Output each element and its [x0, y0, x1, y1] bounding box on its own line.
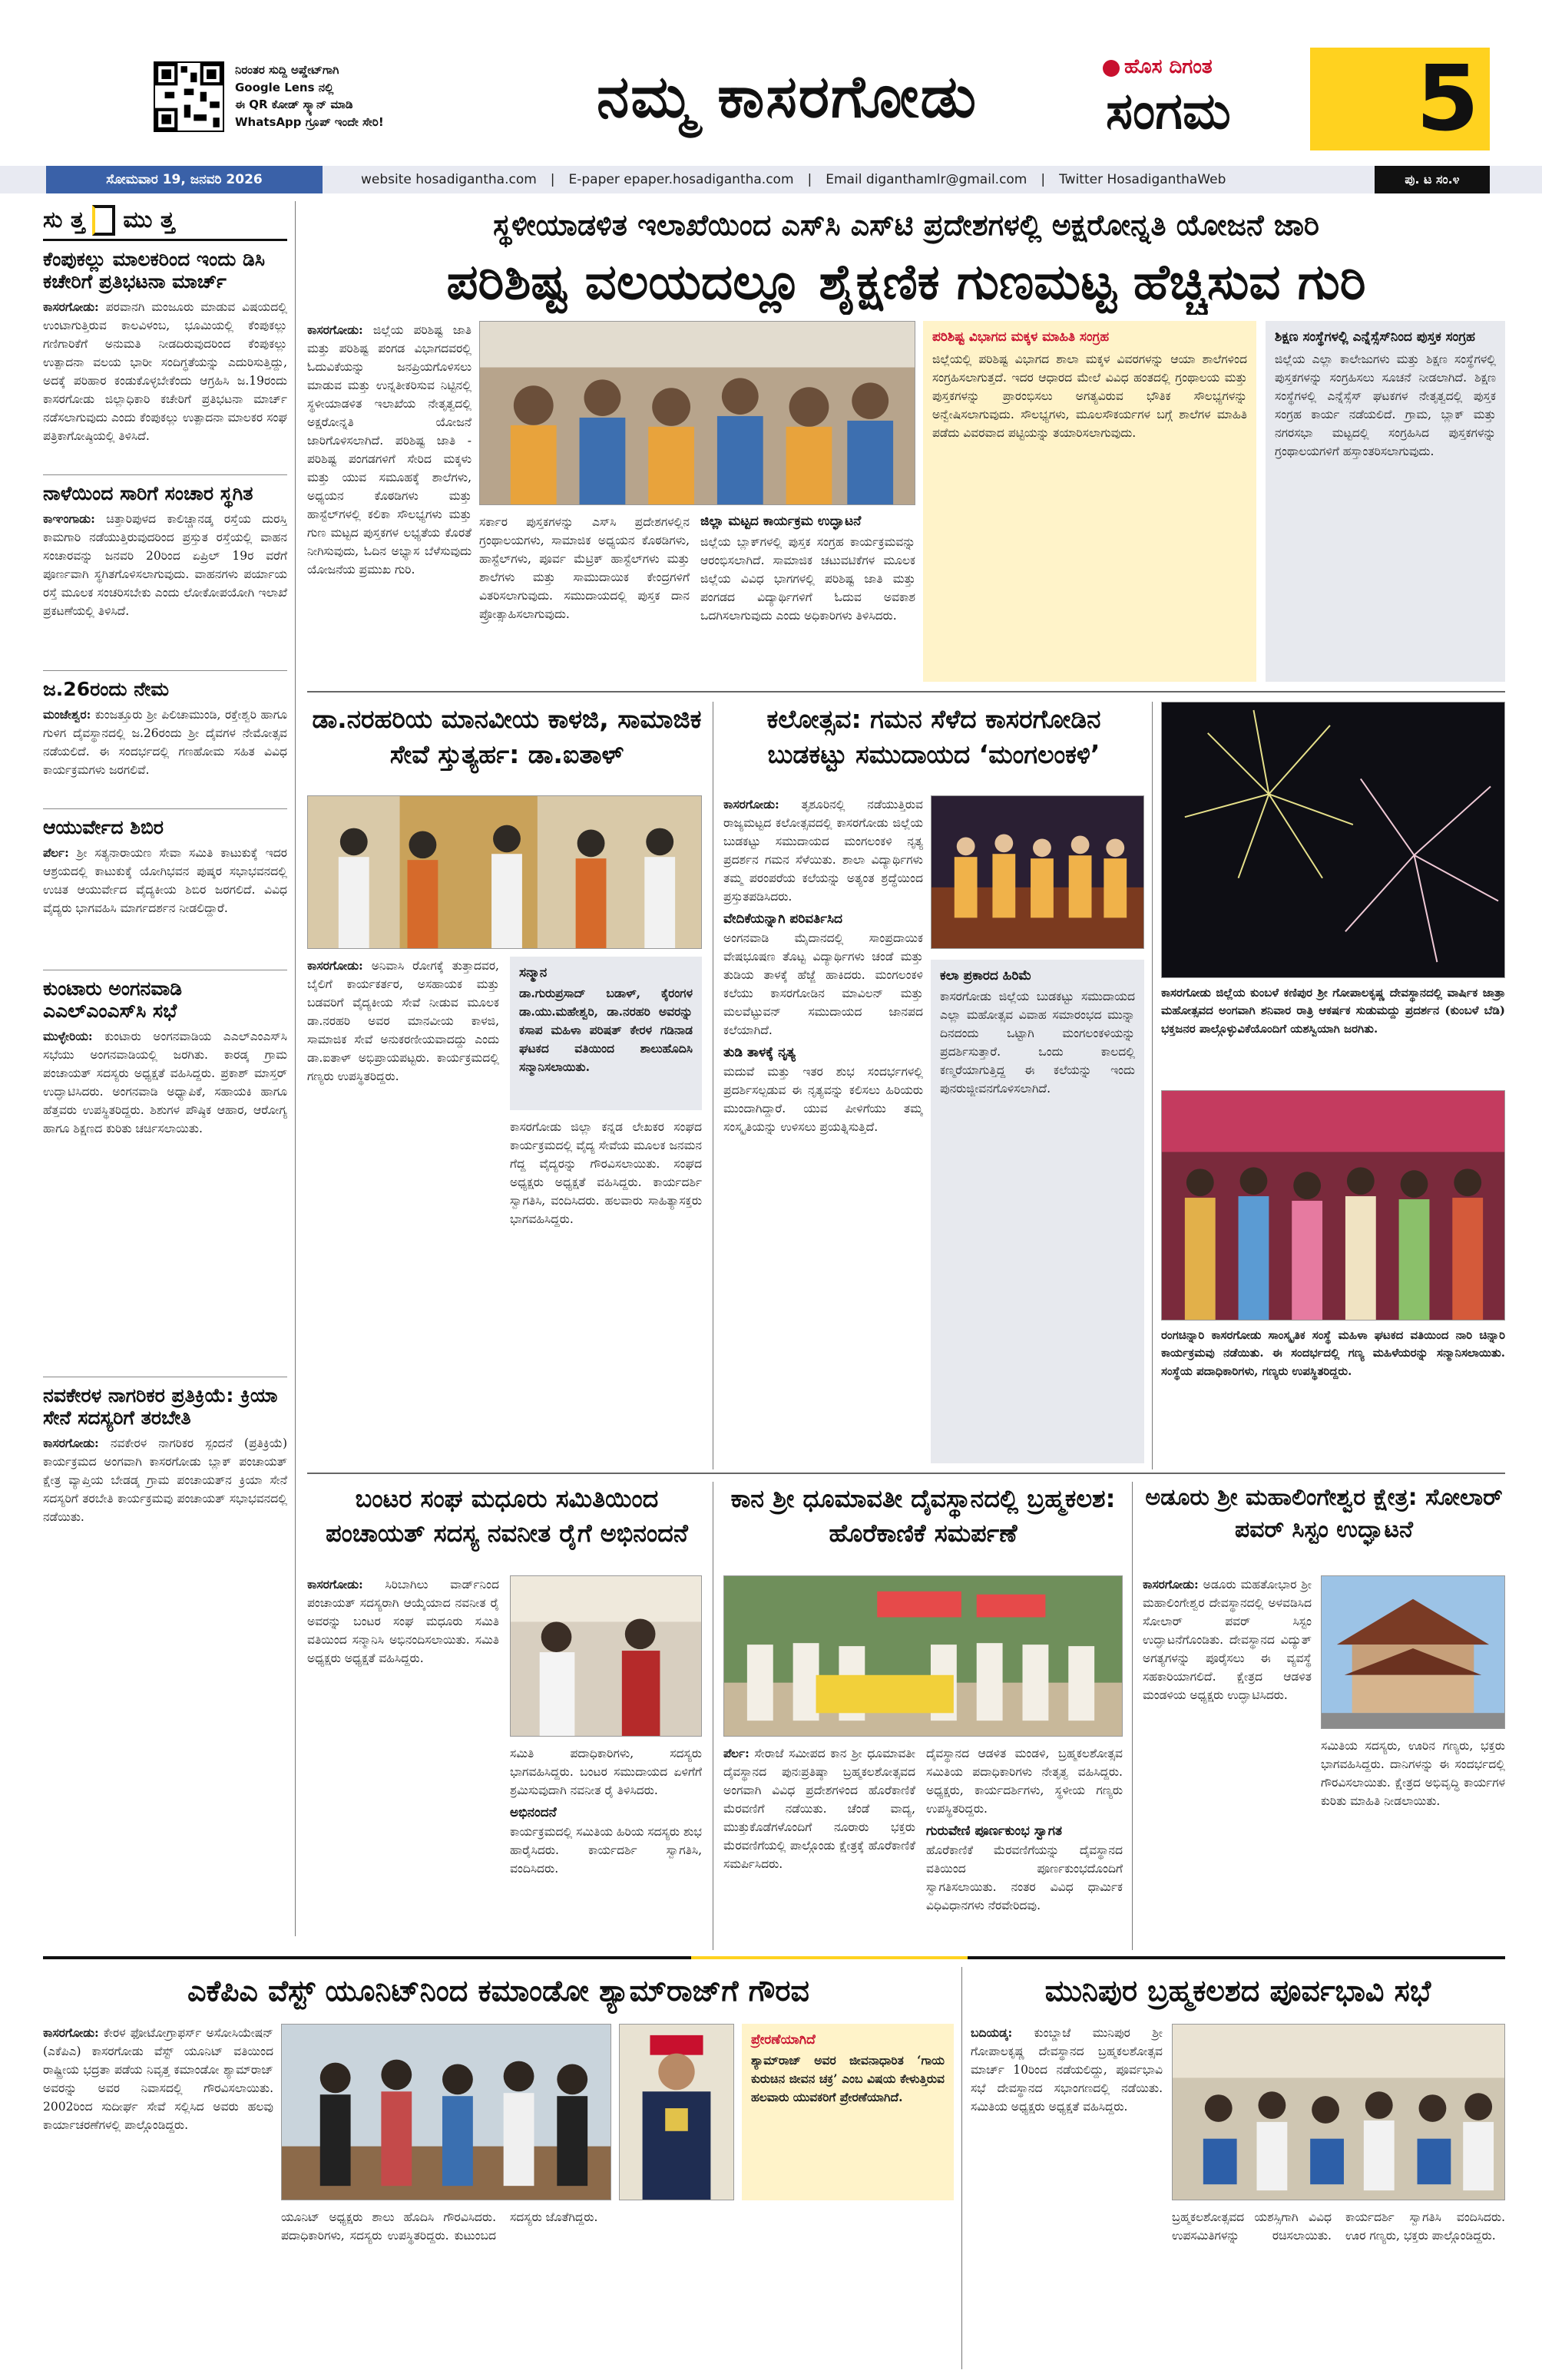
- rule: [1132, 1482, 1133, 1950]
- manipura-headline: ಮುನಿಪುರ ಬ್ರಹ್ಮಕಲಶದ ಪೂರ್ವಭಾವಿ ಸಭೆ: [1044, 1974, 1431, 2008]
- lead-dateline: ಕಾಸರಗೋಡು:: [307, 322, 363, 337]
- ithal-col1: [307, 957, 499, 1471]
- lead-subhead: ಜಿಲ್ಲಾ ಮಟ್ಟದ ಕಾರ್ಯಕ್ರಮ ಉದ್ಘಾಟನೆ: [700, 514, 862, 529]
- shyamraj-headline: ಎಕೆಪಿಎ ವೆಸ್ಟ್ ಯೂನಿಟ್‌ನಿಂದ ಕಮಾಂಡೋ ಶ್ಯಾಮ್‌ರಾಜ್‌ಗೆ ಗೌರವ: [187, 1974, 809, 2008]
- epaper-link[interactable]: E-paper epaper.hosadigantha.com: [568, 172, 794, 187]
- brief-body: ಪರವಾನಗಿ ಮಂಜೂರು ಮಾಡುವ ವಿಷಯದಲ್ಲಿ ಉಂಟಾಗುತ್ತಿರುವ ಕಾಲವಿಳಂಬ, ಭೂಮಿಯಲ್ಲಿ ಕೆಂಪುಕಲ್ಲು ಗಣಿಗಾರಿಕೆಗೆ ಅನುಮತಿ ನೀಡದಿರುವುದರಿಂದ ಕೆಂಪುಕಲ್ಲು ಉತ್ಪಾದನಾ ವಲಯ ಭಾರೀ ಸಂದಿಗ್ಧತೆಯನ್ನು ಎದುರಿಸುತ್ತಿದ್ದು, ಅದಕ್ಕೆ ಪರಿಹಾರ ಕಂಡುಕೊಳ್ಳಬೇಕೆಂದು ಆಗ್ರಹಿಸಿ ಜ.19ರಂದು ಕಾಸರಗೋಡು ಜಿಲ್ಲಾಧಿಕಾರಿ ಕಚೇರಿಗೆ ಪ್ರತಿಭಟನಾ ಮಾರ್ಚ್ ನಡೆಸಲಾಗುವುದು ಎಂದು ಕೆಂಪುಕಲ್ಲು ಉತ್ಪಾದನಾ ಮಾಲಕರ ಸಂಘ ಪತ್ರಿಕಾಗೋಷ್ಠಿಯಲ್ಲಿ ತಿಳಿಸಿದೆ.: [43, 299, 287, 443]
- kalotsava-dateline: ಕಾಸರಗೋಡು:: [723, 797, 779, 812]
- manipura-body: ಕುಂಬ್ಡಾಜೆ ಮುನಿಪುರ ಶ್ರೀ ಗೋಪಾಲಕೃಷ್ಣ ದೇವಸ್ಥಾನದ ಬ್ರಹ್ಮಕಲಶೋತ್ಸವ ಮಾರ್ಚ್ 10ರಿಂದ ನಡೆಯಲಿದ್ದು, ಪೂರ್ವಭಾವಿ ಸಭೆ ದೇವಸ್ಥಾನದ ಸಭಾಂಗಣದಲ್ಲಿ ನಡೆಯಿತು. ಸಮಿತಿಯ ಅಧ್ಯಕ್ಷರು ಅಧ್ಯಕ್ಷತೆ ವಹಿಸಿದ್ದರು.: [971, 2026, 1163, 2114]
- lead-col3: [700, 513, 915, 682]
- brief-item: [43, 817, 287, 970]
- caption-text: ರಂಗಚಿನ್ನಾರಿ ಕಾಸರಗೋಡು ಸಾಂಸ್ಕೃತಿಕ ಸಂಸ್ಥೆ ಮಹಿಳಾ ಘಟಕದ ವತಿಯಿಂದ ನಾರಿ ಚಿನ್ನಾರಿ ಕಾರ್ಯಕ್ರಮವು ನಡೆಯಿತು. ಈ ಸಂದರ್ಭದಲ್ಲಿ ಗಣ್ಯ ಮಹಿಳೆಯರನ್ನು ಸನ್ಮಾನಿಸಲಾಯಿತು. ಸಂಸ್ಥೆಯ ಪದಾಧಿಕಾರಿಗಳು, ಗಣ್ಯರು ಉಪಸ್ಥಿತರಿದ್ದರು.: [1161, 1328, 1505, 1378]
- shyamraj-photo-2: [619, 2024, 734, 2200]
- box-title: ಶಿಕ್ಷಣ ಸಂಸ್ಥೆಗಳಲ್ಲಿ ಎನ್ನೆಸ್ಸೆಸ್‌ನಿಂದ ಪುಸ್ತಕ ಸಂಗ್ರಹ: [1275, 329, 1475, 345]
- masthead: [0, 0, 1542, 166]
- dhumavathi-body-2: ದೈವಸ್ಥಾನದ ಆಡಳಿತ ಮಂಡಳಿ, ಬ್ರಹ್ಮಕಲಶೋತ್ಸವ ಸಮಿತಿಯ ಪದಾಧಿಕಾರಿಗಳು ನೇತೃತ್ವ ವಹಿಸಿದ್ದರು. ಅಧ್ಯಕ್ಷರು, ಕಾರ್ಯದರ್ಶಿಗಳು, ಸ್ಥಳೀಯ ಗಣ್ಯರು ಉಪಸ್ಥಿತರಿದ್ದರು.: [926, 1747, 1123, 1816]
- ithal-photo: [307, 795, 702, 949]
- rangachinnari-caption: [1161, 1327, 1505, 1465]
- solar-headline: ಅಡೂರು ಶ್ರೀ ಮಹಾಲಿಂಗೇಶ್ವರ ಕ್ಷೇತ್ರ: ಸೋಲಾರ್ ಪವರ್ ಸಿಸ್ಟಂ ಉದ್ಘಾಟನೆ: [1145, 1484, 1503, 1543]
- brief-body: ಕುಂಜತ್ತೂರು ಶ್ರೀ ಪಿಲಿಚಾಮುಂಡಿ, ರಕ್ತೇಶ್ವರಿ ಹಾಗೂ ಗುಳಿಗ ದೈವಸ್ಥಾನದಲ್ಲಿ ಜ.26ರಂದು ಶ್ರೀ ದೈವಗಳ ನೇಮೋತ್ಸವ ನಡೆಯಲಿದೆ. ಈ ಸಂದರ್ಭದಲ್ಲಿ ಗಣಹೋಮ ಸಹಿತ ವಿವಿಧ ಕಾರ್ಯಕ್ರಮಗಳು ಜರಗಲಿವೆ.: [43, 707, 287, 777]
- solar-col2: [1321, 1737, 1505, 1944]
- page-number: 5: [1415, 45, 1480, 151]
- qr-line: Google Lens ನಲ್ಲಿ: [235, 80, 334, 94]
- label-left: ಸು ತ್ತ: [43, 207, 85, 233]
- brief-dateline: ಮುಳ್ಳೇರಿಯ:: [43, 1028, 93, 1043]
- lead-dateline-col: [307, 321, 472, 682]
- ithal-body-2: ಕಾಸರಗೋಡು ಜಿಲ್ಲಾ ಕನ್ನಡ ಲೇಖಕರ ಸಂಘದ ಕಾರ್ಯಕ್ರಮದಲ್ಲಿ ವೈದ್ಯ ಸೇವೆಯ ಮೂಲಕ ಜನಮನ ಗೆದ್ದ ವೈದ್ಯರನ್ನು ಗೌರವಿಸಲಾಯಿತು. ಸಂಘದ ಅಧ್ಯಕ್ಷರು ಅಧ್ಯಕ್ಷತೆ ವಹಿಸಿದ್ದರು. ಕಾರ್ಯದರ್ಶಿ ಸ್ವಾಗತಿಸಿ, ವಂದಿಸಿದರು. ಹಲವಾರು ಸಾಹಿತ್ಯಾಸಕ್ತರು ಭಾಗವಹಿಸಿದ್ದರು.: [510, 1120, 702, 1227]
- section-divider: [307, 691, 1505, 693]
- shyamraj-box: [742, 2024, 954, 2200]
- left-column: [43, 201, 287, 1967]
- brand-small: ಹೊಸ ದಿಗಂತ: [1124, 55, 1213, 78]
- ithal-dateline: ಕಾಸರಗೋಡು:: [307, 958, 363, 973]
- box-title: ಕಲಾ ಪ್ರಕಾರದ ಹಿರಿಮೆ: [940, 968, 1032, 983]
- kalotsava-body-3: ಮದುವೆ ಮತ್ತು ಇತರ ಶುಭ ಸಂದರ್ಭಗಳಲ್ಲಿ ಪ್ರದರ್ಶಿಸಲ್ಪಡುವ ಈ ನೃತ್ಯವನ್ನು ಕಲಿಸಲು ಹಿರಿಯರು ಮುಂದಾಗಿದ್ದಾರೆ. ಯುವ ಪೀಳಿಗೆಯು ತಮ್ಮ ಸಂಸ್ಕೃತಿಯನ್ನು ಉಳಿಸಲು ಪ್ರಯತ್ನಿಸುತ್ತಿದೆ.: [723, 1065, 923, 1135]
- edition-text: ಪು. ಟ ಸಂ.೪: [1405, 172, 1460, 187]
- suttamutta-label: [43, 201, 287, 241]
- qr-line: WhatsApp ಗ್ರೂಪ್ ಇಂದೇ ಸೇರಿ!: [235, 114, 384, 129]
- brief-item: [43, 978, 287, 1377]
- brief-headline: ನಾಳೆಯಿಂದ ಸಾರಿಗೆ ಸಂಚಾರ ಸ್ಥಗಿತ: [43, 483, 253, 504]
- temple-photo: [1321, 1575, 1505, 1729]
- brand-logo-dot: [1103, 60, 1120, 77]
- qr-line: ಈ QR ಕೋಡ್ ಸ್ಕ್ಯಾನ್ ಮಾಡಿ: [235, 98, 353, 111]
- dhumavathi-photo: [723, 1575, 1123, 1737]
- dhumavathi-subhead: ಗುರುವೇಣಿ ಪೂರ್ಣಕುಂಭ ಸ್ವಾಗತ: [926, 1823, 1063, 1840]
- shyamraj-col1: [43, 2024, 273, 2369]
- brief-item: [43, 249, 287, 475]
- dhumavathi-body: ಸೇರಾಜೆ ಸಮೀಪದ ಕಾನ ಶ್ರೀ ಧೂಮಾವತೀ ದೈವಸ್ಥಾನದ ಪುನಃಪ್ರತಿಷ್ಠಾ ಬ್ರಹ್ಮಕಲಶೋತ್ಸವದ ಅಂಗವಾಗಿ ವಿವಿಧ ಪ್ರದೇಶಗಳಿಂದ ಹೊರೆಕಾಣಿಕೆ ಮೆರವಣಿಗೆ ನಡೆಯಿತು. ಚೆಂಡೆ ವಾದ್ಯ, ಮುತ್ತುಕೊಡೆಗಳೊಂದಿಗೆ ನೂರಾರು ಭಕ್ತರು ಮೆರವಣಿಗೆಯಲ್ಲಿ ಪಾಲ್ಗೊಂಡು ಕ್ಷೇತ್ರಕ್ಕೆ ಹೊರೆಕಾಣಿಕೆ ಸಮರ್ಪಿಸಿದರು.: [723, 1747, 915, 1872]
- brief-headline: ನವಕೇರಳ ನಾಗರಿಕರ ಪ್ರತಿಕ್ರಿಯೆ: ಕ್ರಿಯಾ ಸೇನೆ ಸದಸ್ಯರಿಗೆ ತರಬೇತಿ: [43, 1385, 278, 1429]
- madhuru-photo: [510, 1575, 702, 1737]
- madhuru-body-2: ಸಮಿತಿ ಪದಾಧಿಕಾರಿಗಳು, ಸದಸ್ಯರು ಭಾಗವಹಿಸಿದ್ದರು. ಬಂಟರ ಸಮುದಾಯದ ಏಳಿಗೆಗೆ ಶ್ರಮಿಸುವುದಾಗಿ ನವನೀತ ರೈ ತಿಳಿಸಿದರು.: [510, 1747, 702, 1798]
- shyamraj-body-2: ಯೂನಿಟ್ ಅಧ್ಯಕ್ಷರು ಶಾಲು ಹೊದಿಸಿ ಗೌರವಿಸಿದರು. ಪದಾಧಿಕಾರಿಗಳು, ಸದಸ್ಯರು ಉಪಸ್ಥಿತರಿದ್ದರು. ಕುಟುಂಬದ ಸದಸ್ಯರು ಜೊತೆಗಿದ್ದರು.: [281, 2210, 598, 2243]
- ithal-box: [510, 957, 702, 1110]
- dhumavathi-col2: [926, 1744, 1123, 1944]
- madhuru-col2: [510, 1744, 702, 1944]
- brief-headline: ಕೆಂಪುಕಲ್ಲು ಮಾಲಕರಿಂದ ಇಂದು ಡಿಸಿ ಕಚೇರಿಗೆ ಪ್ರತಿಭಟನಾ ಮಾರ್ಚ್: [43, 249, 266, 293]
- manipura-col2: [1172, 2208, 1505, 2369]
- brief-item: [43, 1385, 287, 1769]
- lead-photo-children: [479, 321, 915, 505]
- brief-dateline: ಕಾಸರಗೋಡು:: [43, 1435, 99, 1450]
- lead-body-2: ಸರ್ಕಾರ ಪುಸ್ತಕಗಳನ್ನು ಎಸ್‌ಸಿ ಪ್ರದೇಶಗಳಲ್ಲಿನ ಗ್ರಂಥಾಲಯಗಳು, ಸಾಮಾಜಿಕ ಅಧ್ಯಯನ ಕೊಠಡಿಗಳು, ಹಾಸ್ಟೆಲ್‌ಗಳು, ಪೂರ್ವ ಮೆಟ್ರಿಕ್ ಹಾಸ್ಟೆಲ್‌ಗಳು ಮತ್ತು ಶಾಲೆಗಳು ಮತ್ತು ಸಾಮುದಾಯಿಕ ಕೇಂದ್ರಗಳಿಗೆ ವಿತರಿಸಲಾಗುವುದು. ಸಮುದಾಯದಲ್ಲಿ ಪುಸ್ತಕ ದಾನ ಪ್ರೋತ್ಸಾಹಿಸಲಾಗುವುದು.: [479, 515, 690, 622]
- madhuru-subhead: ಅಭಿನಂದನೆ: [510, 1805, 557, 1821]
- lead-headline: ಪರಿಶಿಷ್ಟ ವಲಯದಲ್ಲೂ ಶೈಕ್ಷಣಿಕ ಗುಣಮಟ್ಟ ಹೆಚ್ಚಿಸುವ ಗುರಿ: [446, 254, 1366, 311]
- box-title: ಪರಿಶಿಷ್ಟ ವಿಭಾಗದ ಮಕ್ಕಳ ಮಾಹಿತಿ ಸಂಗ್ರಹ: [932, 329, 1110, 345]
- date-text: ಸೋಮವಾರ 19, ಜನವರಿ 2026: [106, 172, 263, 187]
- links-row: website hosadigantha.com | E-paper epaper.hosadigantha.com | Email diganthamlr@gmail.com | Twitter HosadiganthaWeb: [361, 166, 1359, 193]
- twitter-link[interactable]: Twitter HosadiganthaWeb: [1059, 172, 1226, 187]
- section-divider-accent: [691, 1956, 968, 1959]
- rule: [1152, 702, 1153, 1469]
- brief-body: ನವಕೇರಳ ನಾಗರಿಕರ ಸ್ಪಂದನೆ (ಪ್ರತಿಕ್ರಿಯೆ) ಕಾರ್ಯಕ್ರಮದ ಅಂಗವಾಗಿ ಕಾಸರಗೋಡು ಬ್ಲಾಕ್ ಪಂಚಾಯತ್ ಕ್ಷೇತ್ರ ವ್ಯಾಪ್ತಿಯ ಬೇಡಡ್ಕ ಗ್ರಾಮ ಪಂಚಾಯತ್‌ನ ಕ್ರಿಯಾ ಸೇನೆ ಸದಸ್ಯರಿಗೆ ತರಬೇತಿ ಕಾರ್ಯಕ್ರಮವು ಪಂಚಾಯತ್ ಸಭಾಭವನದಲ್ಲಿ ನಡೆಯಿತು.: [43, 1436, 287, 1524]
- madhuru-dateline: ಕಾಸರಗೋಡು:: [307, 1577, 363, 1592]
- madhuru-headline: ಬಂಟರ ಸಂಘ ಮಧೂರು ಸಮಿತಿಯಿಂದ ಪಂಚಾಯತ್ ಸದಸ್ಯ ನವನೀತ ರೈಗೆ ಅಭಿನಂದನೆ: [326, 1484, 688, 1548]
- brief-headline: ಜ.26ರಂದು ನೇಮ: [43, 679, 170, 700]
- shyamraj-col2: [281, 2208, 954, 2369]
- manipura-dateline: ಬದಿಯಡ್ಕ:: [971, 2025, 1013, 2040]
- section-name: ಸಂಗಮ: [1106, 81, 1231, 140]
- brief-item: [43, 679, 287, 809]
- madhuru-body-3: ಕಾರ್ಯಕ್ರಮದಲ್ಲಿ ಸಮಿತಿಯ ಹಿರಿಯ ಸದಸ್ಯರು ಶುಭ ಹಾರೈಸಿದರು. ಕಾರ್ಯದರ್ಶಿ ಸ್ವಾಗತಿಸಿ, ವಂದಿಸಿದರು.: [510, 1825, 702, 1876]
- fireworks-caption: [1161, 984, 1505, 1084]
- dhumavathi-body-3: ಹೊರೆಕಾಣಿಕೆ ಮೆರವಣಿಗೆಯನ್ನು ದೈವಸ್ಥಾನದ ವತಿಯಿಂದ ಪೂರ್ಣಕುಂಭದೊಂದಿಗೆ ಸ್ವಾಗತಿಸಲಾಯಿತು. ನಂತರ ವಿವಿಧ ಧಾರ್ಮಿಕ ವಿಧಿವಿಧಾನಗಳು ನೆರವೇರಿದವು.: [926, 1843, 1123, 1913]
- brief-headline: ಆಯುರ್ವೇದ ಶಿಬಿರ: [43, 817, 164, 838]
- dhumavathi-dateline: ಪೆರ್ಲ:: [723, 1746, 749, 1760]
- manipura-col1: [971, 2024, 1163, 2369]
- manipura-photo: [1172, 2024, 1505, 2200]
- brief-headline: ಕುಂಟಾರು ಅಂಗನವಾಡಿ ಎಎಲ್‌ಎಂಎಸ್‌ಸಿ ಸಭೆ: [43, 978, 182, 1022]
- brief-body: ಕುಂಟಾರು ಅಂಗನವಾಡಿಯ ಎಎಲ್‌ಎಂಎಸ್‌ಸಿ ಸಭೆಯು ಅಂಗನವಾಡಿಯಲ್ಲಿ ಜರಗಿತು. ಕಾರಡ್ಕ ಗ್ರಾಮ ಪಂಚಾಯತ್ ಸದಸ್ಯರು ಅಧ್ಯಕ್ಷತೆ ವಹಿಸಿದ್ದರು. ಪ್ರಕಾಶ್ ಮಾಸ್ತರ್ ಉದ್ಘಾಟಿಸಿದರು. ಅಂಗನವಾಡಿ ಅಧ್ಯಾಪಿಕೆ, ಸಹಾಯಕಿ ಹಾಗೂ ಹೆತ್ತವರು ಉಪಸ್ಥಿತರಿದ್ದರು. ಶಿಶುಗಳ ಪೌಷ್ಠಿಕ ಆಹಾರ, ಆರೋಗ್ಯ ಹಾಗೂ ಶಿಕ್ಷಣದ ಕುರಿತು ಚರ್ಚಿಸಲಾಯಿತು.: [43, 1029, 287, 1135]
- box-title: ಸನ್ಮಾನ: [519, 965, 548, 980]
- madhuru-body: ಸಿರಿಬಾಗಿಲು ವಾರ್ಡ್‌ನಿಂದ ಪಂಚಾಯತ್ ಸದಸ್ಯರಾಗಿ ಆಯ್ಕೆಯಾದ ನವನೀತ ರೈ ಅವರನ್ನು ಬಂಟರ ಸಂಘ ಮಧೂರು ಸಮಿತಿ ವತಿಯಿಂದ ಸನ್ಮಾನಿಸಿ ಅಭಿನಂದಿಸಲಾಯಿತು. ಸಮಿತಿ ಅಧ್ಯಕ್ಷರು ಅಧ್ಯಕ್ಷತೆ ವಹಿಸಿದ್ದರು.: [307, 1578, 499, 1666]
- rangachinnari-photo: [1161, 1090, 1505, 1321]
- lead-box-2: [1266, 321, 1505, 682]
- lead-body-3: ಜಿಲ್ಲೆಯ ಬ್ಲಾಕ್‌ಗಳಲ್ಲಿ ಪುಸ್ತಕ ಸಂಗ್ರಹ ಕಾರ್ಯಕ್ರಮವನ್ನು ಆರಂಭಿಸಲಾಗಿದೆ. ಸಾಮಾಜಿಕ ಚಟುವಟಿಕೆಗಳ ಮೂಲಕ ಜಿಲ್ಲೆಯ ವಿವಿಧ ಭಾಗಗಳಲ್ಲಿ ಪರಿಶಿಷ್ಟ ಜಾತಿ ಮತ್ತು ಪಂಗಡದ ವಿದ್ಯಾರ್ಥಿಗಳಿಗೆ ಓದುವ ಅವಕಾಶ ಒದಗಿಸಲಾಗುವುದು ಎಂದು ಅಧಿಕಾರಿಗಳು ತಿಳಿಸಿದರು.: [700, 535, 915, 623]
- brief-dateline: ಕಾಞಂಗಾಡು:: [43, 511, 95, 526]
- lead-body-1: ಜಿಲ್ಲೆಯ ಪರಿಶಿಷ್ಟ ಜಾತಿ ಮತ್ತು ಪರಿಶಿಷ್ಟ ಪಂಗಡ ವಿಭಾಗದವರಲ್ಲಿ ಓದುವಿಕೆಯನ್ನು ಜನಪ್ರಿಯಗೊಳಿಸಲು ಮಾಡುವ ಮತ್ತು ಉನ್ನತೀಕರಿಸುವ ನಿಟ್ಟಿನಲ್ಲಿ ಸ್ಥಳೀಯಾಡಳಿತ ಇಲಾಖೆಯ ನೇತೃತ್ವದಲ್ಲಿ ಅಕ್ಷರೋನ್ನತಿ ಯೋಜನೆ ಜಾರಿಗೊಳಿಸಲಾಗಿದೆ. ಪರಿಶಿಷ್ಟ ಜಾತಿ - ಪರಿಶಿಷ್ಟ ಪಂಗಡಗಳಿಗೆ ಸೇರಿದ ಮಕ್ಕಳು ಮತ್ತು ಯುವ ಸಮೂಹಕ್ಕೆ ಶಾಲೆಗಳು, ಅಧ್ಯಯನ ಕೊಠಡಿಗಳು ಮತ್ತು ಹಾಸ್ಟೆಲ್‌ಗಳಲ್ಲಿ ಕಲಿಕಾ ಸೌಲಭ್ಯಗಳು ಮತ್ತು ಗುಣ ಮಟ್ಟದ ಪುಸ್ತಕಗಳ ಲಭ್ಯತೆಯ ಕೊರತೆ ನೀಗಿಸುವುದು, ಓದಿನ ಅಭ್ಯಾಸ ಬೆಳೆಸುವುದು ಯೋಜನೆಯ ಪ್ರಮುಖ ಗುರಿ.: [307, 323, 472, 577]
- solar-col1: [1143, 1575, 1312, 1944]
- ithal-body: ಅನಿವಾಸಿ ರೋಗಕ್ಕೆ ತುತ್ತಾದವರ, ಬೈಲಿಗೆ ಕಾರ್ಯಕರ್ತರ, ಅಸಹಾಯಕ ಮತ್ತು ಬಡವರಿಗೆ ವೈದ್ಯಕೀಯ ಸೇವೆ ನೀಡುವ ಮೂಲಕ ಡಾ.ನರಹರಿ ಅವರ ಮಾನವೀಯ ಕಾಳಜಿ, ಸಾಮಾಜಿಕ ಸೇವೆ ಅನುಕರಣೀಯವಾದದ್ದು ಎಂದು ಡಾ.ಐತಾಳ್ ಅಭಿಪ್ರಾಯಪಟ್ಟರು. ಕಾರ್ಯಕ್ರಮದಲ್ಲಿ ಗಣ್ಯರು ಉಪಸ್ಥಿತರಿದ್ದರು.: [307, 959, 499, 1084]
- brief-dateline: ಕಾಸರಗೋಡು:: [43, 299, 99, 314]
- solar-body: ಅಡೂರು ಮಹತೋಭಾರ ಶ್ರೀ ಮಹಾಲಿಂಗೇಶ್ವರ ದೇವಸ್ಥಾನದಲ್ಲಿ ಅಳವಡಿಸಿದ ಸೋಲಾರ್ ಪವರ್ ಸಿಸ್ಟಂ ಉದ್ಘಾಟನೆಗೊಂಡಿತು. ದೇವಸ್ಥಾನದ ವಿದ್ಯುತ್ ಅಗತ್ಯಗಳನ್ನು ಪೂರೈಸಲು ಈ ವ್ಯವಸ್ಥೆ ಸಹಕಾರಿಯಾಗಲಿದೆ. ಕ್ಷೇತ್ರದ ಆಡಳಿತ ಮಂಡಳಿಯ ಅಧ್ಯಕ್ಷರು ಉದ್ಘಾಟಿಸಿದರು.: [1143, 1578, 1312, 1703]
- fireworks-photo: [1161, 702, 1505, 978]
- kalotsava-subhead-2: ತುಡಿ ತಾಳಕ್ಕೆ ನೃತ್ಯ: [723, 1045, 796, 1061]
- kalotsava-body-2: ಅಂಗನವಾಡಿ ಮೈದಾನದಲ್ಲಿ ಸಾಂಪ್ರದಾಯಿಕ ವೇಷಭೂಷಣ ತೊಟ್ಟ ವಿದ್ಯಾರ್ಥಿಗಳು ಚಂಡೆ ಮತ್ತು ತುಡಿಯ ತಾಳಕ್ಕೆ ಹೆಜ್ಜೆ ಹಾಕಿದರು. ಮಂಗಲಂಕಳಿ ಕಲೆಯು ಕಾಸರಗೋಡಿನ ಮಾವಿಲನ್ ಮತ್ತು ಮಲವೆಟ್ಟುವನ್ ಸಮುದಾಯದ ಜಾನಪದ ಕಲೆಯಾಗಿದೆ.: [723, 931, 923, 1038]
- dhumavathi-headline: ಕಾನ ಶ್ರೀ ಧೂಮಾವತೀ ದೈವಸ್ಥಾನದಲ್ಲಿ ಬ್ರಹ್ಮಕಲಶ: ಹೊರೆಕಾಣಿಕೆ ಸಮರ್ಪಣೆ: [730, 1484, 1116, 1548]
- dhumavathi-col1: [723, 1744, 915, 1944]
- rule: [961, 1967, 962, 2369]
- qr-code: [154, 61, 224, 132]
- shyamraj-body: ಕೇರಳ ಫೋಟೋಗ್ರಾಫರ್ಸ್ ಅಸೋಸಿಯೇಷನ್ (ಎಕೆಪಿಎ) ಕಾಸರಗೋಡು ವೆಸ್ಟ್ ಯೂನಿಟ್ ವತಿಯಿಂದ ರಾಷ್ಟ್ರೀಯ ಭದ್ರತಾ ಪಡೆಯ ನಿವೃತ್ತ ಕಮಾಂಡೋ ಶ್ಯಾಮ್‌ರಾಜ್ ಅವರನ್ನು ಅವರ ನಿವಾಸದಲ್ಲಿ ಗೌರವಿಸಲಾಯಿತು. 2002ರಿಂದ ಸುದೀರ್ಘ ಸೇವೆ ಸಲ್ಲಿಸಿದ ಅವರು ಹಲವು ಕಾರ್ಯಾಚರಣೆಗಳಲ್ಲಿ ಪಾಲ್ಗೊಂಡಿದ್ದರು.: [43, 2026, 273, 2133]
- ithal-col2: [510, 1118, 702, 1471]
- kalotsava-headline: ಕಲೋತ್ಸವ: ಗಮನ ಸೆಳೆದ ಕಾಸರಗೋಡಿನ ಬುಡಕಟ್ಟು ಸಮುದಾಯದ ‘ಮಂಗಲಂಕಳಿ’: [766, 704, 1101, 770]
- box-body: ಜಿಲ್ಲೆಯಲ್ಲಿ ಪರಿಶಿಷ್ಟ ವಿಭಾಗದ ಶಾಲಾ ಮಕ್ಕಳ ವಿವರಗಳನ್ನು ಆಯಾ ಶಾಲೆಗಳಿಂದ ಸಂಗ್ರಹಿಸಲಾಗುತ್ತದೆ. ಇದರ ಆಧಾರದ ಮೇಲೆ ವಿವಿಧ ಹಂತದಲ್ಲಿ ಗ್ರಂಥಾಲಯ ಮತ್ತು ಪುಸ್ತಕಗಳನ್ನು ಪ್ರಾರಂಭಿಸಲು ಅಗತ್ಯವಿರುವ ಭೌತಿಕ ಸೌಲಭ್ಯಗಳನ್ನು ಅನ್ವೇಷಿಸಲಾಗುವುದು. ಸೌಲಭ್ಯಗಳು, ಮೂಲಸೌಕರ್ಯಗಳ ಬಗ್ಗೆ ಶಾಲೆಗಳ ಮಾಹಿತಿ ಪಡೆದು ವಿವರವಾದ ಪಟ್ಟಿಯನ್ನು ತಯಾರಿಸಲಾಗುವುದು.: [932, 352, 1247, 441]
- shyamraj-photo-1: [281, 2024, 611, 2200]
- website-link[interactable]: website hosadigantha.com: [361, 172, 537, 187]
- box-body: ಕಾಸರಗೋಡು ಜಿಲ್ಲೆಯ ಬುಡಕಟ್ಟು ಸಮುದಾಯದ ಎಲ್ಲಾ ಮಹೋತ್ಸವ ವಿವಾಹ ಸಮಾರಂಭದ ಮುನ್ನಾ ದಿನದಂದು ಒಟ್ಟಾಗಿ ಮಂಗಲಂಕಳಿಯನ್ನು ಪ್ರದರ್ಶಿಸುತ್ತಾರೆ. ಒಂದು ಕಾಲದಲ್ಲಿ ಕಣ್ಮರೆಯಾಗುತ್ತಿದ್ದ ಈ ಕಲೆಯನ್ನು ಇಂದು ಪುನರುಜ್ಜೀವನಗೊಳಿಸಲಾಗಿದೆ.: [940, 990, 1135, 1096]
- kalotsava-photo: [931, 795, 1144, 949]
- caption-text: ಕಾಸರಗೋಡು ಜಿಲ್ಲೆಯ ಕುಂಬಳೆ ಕಣಿಪುರ ಶ್ರೀ ಗೋಪಾಲಕೃಷ್ಣ ದೇವಸ್ಥಾನದಲ್ಲಿ ವಾರ್ಷಿಕ ಜಾತ್ರಾ ಮಹೋತ್ಸವದ ಅಂಗವಾಗಿ ಶನಿವಾರ ರಾತ್ರಿ ಆಕರ್ಷಕ ಸುಡುಮದ್ದು ಪ್ರದರ್ಶನ (ಕುಂಬಳೆ ಬೆಡಿ) ಭಕ್ತಜನರ ಪಾಲ್ಗೊಳ್ಳುವಿಕೆಯೊಂದಿಗೆ ಯಶಸ್ವಿಯಾಗಿ ಜರಗಿತು.: [1161, 986, 1505, 1036]
- manipura-body-2: ಬ್ರಹ್ಮಕಲಶೋತ್ಸವದ ಯಶಸ್ಸಿಗಾಗಿ ವಿವಿಧ ಉಪಸಮಿತಿಗಳನ್ನು ರಚಿಸಲಾಯಿತು. ಕಾರ್ಯದರ್ಶಿ ಸ್ವಾಗತಿಸಿ ವಂದಿಸಿದರು. ಊರ ಗಣ್ಯರು, ಭಕ್ತರು ಪಾಲ್ಗೊಂಡಿದ್ದರು.: [1172, 2210, 1505, 2243]
- box-body: ಡಾ.ಗುರುಪ್ರಸಾದ್ ಬಡಾಳ್, ಕೈರಂಗಳ ಡಾ.ಯು.ಮಹೇಶ್ವರಿ, ಡಾ.ನರಹರಿ ಅವರನ್ನು ಕಸಾಪ ಮಹಿಳಾ ಪರಿಷತ್ ಕೇರಳ ಗಡಿನಾಡ ಘಟಕದ ವತಿಯಿಂದ ಶಾಲುಹೊದಿಸಿ ಸನ್ಮಾನಿಸಲಾಯಿತು.: [519, 986, 693, 1075]
- shyamraj-dateline: ಕಾಸರಗೋಡು:: [43, 2025, 99, 2040]
- box-title: ಪ್ರೇರಣೆಯಾಗಿದೆ: [751, 2032, 816, 2048]
- qr-instructions: [235, 61, 481, 131]
- left-column-rule: [295, 201, 296, 1936]
- brief-body: ಚಿತ್ತಾರಿಪುಳದ ಕಾಲಿಚ್ಚಾನಡ್ಕ ರಸ್ತೆಯ ದುರಸ್ತಿ ಕಾಮಗಾರಿ ನಡೆಯುತ್ತಿರುವುದರಿಂದ ಪ್ರಸ್ತುತ ರಸ್ತೆಯಲ್ಲಿ ವಾಹನ ಸಂಚಾರವನ್ನು ಜನವರಿ 20ರಿಂದ ಏಪ್ರಿಲ್ 19ರ ವರೆಗೆ ಪೂರ್ಣವಾಗಿ ಸ್ಥಗಿತಗೊಳಿಸಲಾಗುವುದು. ವಾಹನಗಳು ಪರ್ಯಾಯ ರಸ್ತೆ ಮೂಲಕ ಸಂಚರಿಸಬೇಕು ಎಂದು ಲೋಕೋಪಯೋಗಿ ಇಲಾಖೆ ಪ್ರಕಟಣೆಯಲ್ಲಿ ತಿಳಿಸಿದೆ.: [43, 511, 287, 618]
- kalotsava-subhead-1: ವೇದಿಕೆಯನ್ನಾಗಿ ಪರಿವರ್ತಿಸಿದ: [723, 911, 843, 927]
- qr-line: ನಿರಂತರ ಸುದ್ದಿ ಅಪ್ಡೇಟ್‌ಗಾಗಿ: [235, 63, 339, 77]
- label-right: ಮು ತ್ತ: [123, 207, 175, 233]
- lead-col2: [479, 513, 690, 682]
- madhuru-col1: [307, 1575, 499, 1944]
- brief-item: [43, 483, 287, 671]
- masthead-title: ನಮ್ಮ ಕಾಸರಗೋಡು: [596, 62, 978, 131]
- solar-dateline: ಕಾಸರಗೋಡು:: [1143, 1577, 1199, 1592]
- box-body: ಶ್ಯಾಮ್‌ರಾಜ್ ಅವರ ಜೀವನಾಧಾರಿತ ‘ಗಾಯ ಕುರುಚಿನ ಜೀವನ ಚಕ್ರ’ ಎಂಬ ವಿಷಯ ಕೇಳುತ್ತಿರುವ ಹಲವಾರು ಯುವಕರಿಗೆ ಪ್ರೇರಣೆಯಾಗಿದೆ.: [751, 2053, 945, 2105]
- frame-icon: [92, 205, 115, 236]
- kalotsava-box: [931, 960, 1144, 1463]
- brief-dateline: ಮಂಜೇಶ್ವರ:: [43, 706, 91, 722]
- section-divider: [307, 1473, 1505, 1474]
- brief-dateline: ಪೆರ್ಲ:: [43, 845, 69, 860]
- lead-kicker: ಸ್ಥಳೀಯಾಡಳಿತ ಇಲಾಖೆಯಿಂದ ಎಸ್‌ಸಿ ಎಸ್‌ಟಿ ಪ್ರದೇಶಗಳಲ್ಲಿ ಅಕ್ಷರೋನ್ನತಿ ಯೋಜನೆ ಜಾರಿ: [493, 208, 1319, 242]
- lead-box-1: [923, 321, 1256, 682]
- email-link[interactable]: Email diganthamlr@gmail.com: [826, 172, 1027, 187]
- ithal-headline: ಡಾ.ನರಹರಿಯ ಮಾನವೀಯ ಕಾಳಜಿ, ಸಾಮಾಜಿಕ ಸೇವೆ ಸ್ತುತ್ಯರ್ಹ: ಡಾ.ಐತಾಳ್: [312, 704, 702, 770]
- brief-body: ಶ್ರೀ ಸತ್ಯನಾರಾಯಣ ಸೇವಾ ಸಮಿತಿ ಕಾಟುಕುಕ್ಕೆ ಇದರ ಆಶ್ರಯದಲ್ಲಿ ಕಾಟುಕುಕ್ಕೆ ಯೋಗಿಭವನ ಪುಷ್ಕರ ಸಭಾಭವನದಲ್ಲಿ ಉಚಿತ ಆಯುರ್ವೇದ ವೈದ್ಯಕೀಯ ಶಿಬಿರ ಜರಗಲಿದೆ. ವಿವಿಧ ವೈದ್ಯರು ಭಾಗವಹಿಸಿ ಮಾರ್ಗದರ್ಶನ ನೀಡಲಿದ್ದಾರೆ.: [43, 845, 287, 915]
- kalotsava-body: ತೃಶೂರಿನಲ್ಲಿ ನಡೆಯುತ್ತಿರುವ ರಾಜ್ಯಮಟ್ಟದ ಕಲೋತ್ಸವದಲ್ಲಿ ಕಾಸರಗೋಡು ಜಿಲ್ಲೆಯ ಬುಡಕಟ್ಟು ಸಮುದಾಯದ ಮಂಗಲಂಕಳಿ ನೃತ್ಯ ಪ್ರದರ್ಶನ ಗಮನ ಸೆಳೆಯಿತು. ಶಾಲಾ ವಿದ್ಯಾರ್ಥಿಗಳು ತಮ್ಮ ಪರಂಪರೆಯ ಕಲೆಯನ್ನು ಅತ್ಯಂತ ಶ್ರದ್ಧೆಯಿಂದ ಪ್ರಸ್ತುತಪಡಿಸಿದರು.: [723, 798, 923, 904]
- solar-body-2: ಸಮಿತಿಯ ಸದಸ್ಯರು, ಊರಿನ ಗಣ್ಯರು, ಭಕ್ತರು ಭಾಗವಹಿಸಿದ್ದರು. ದಾನಿಗಳನ್ನು ಈ ಸಂದರ್ಭದಲ್ಲಿ ಗೌರವಿಸಲಾಯಿತು. ಕ್ಷೇತ್ರದ ಅಭಿವೃದ್ಧಿ ಕಾರ್ಯಗಳ ಕುರಿತು ಮಾಹಿತಿ ನೀಡಲಾಯಿತು.: [1321, 1739, 1505, 1809]
- box-body: ಜಿಲ್ಲೆಯ ಎಲ್ಲಾ ಕಾಲೇಜುಗಳು ಮತ್ತು ಶಿಕ್ಷಣ ಸಂಸ್ಥೆಗಳಲ್ಲಿ ಪುಸ್ತಕಗಳನ್ನು ಸಂಗ್ರಹಿಸಲು ಸೂಚನೆ ನೀಡಲಾಗಿದೆ. ಶಿಕ್ಷಣ ಸಂಸ್ಥೆಗಳಲ್ಲಿ ಎನ್ನೆಸ್ಸೆಸ್ ಘಟಕಗಳ ನೇತೃತ್ವದಲ್ಲಿ ಪುಸ್ತಕ ಸಂಗ್ರಹ ಕಾರ್ಯ ನಡೆಯಲಿದೆ. ಗ್ರಾಮ, ಬ್ಲಾಕ್ ಮತ್ತು ನಗರಸಭಾ ಮಟ್ಟದಲ್ಲಿ ಸಂಗ್ರಹಿಸಿದ ಪುಸ್ತಕಗಳನ್ನು ಗ್ರಂಥಾಲಯಗಳಿಗೆ ಹಸ್ತಾಂತರಿಸಲಾಗುವುದು.: [1275, 352, 1496, 459]
- kalotsava-col1: [723, 795, 923, 1463]
